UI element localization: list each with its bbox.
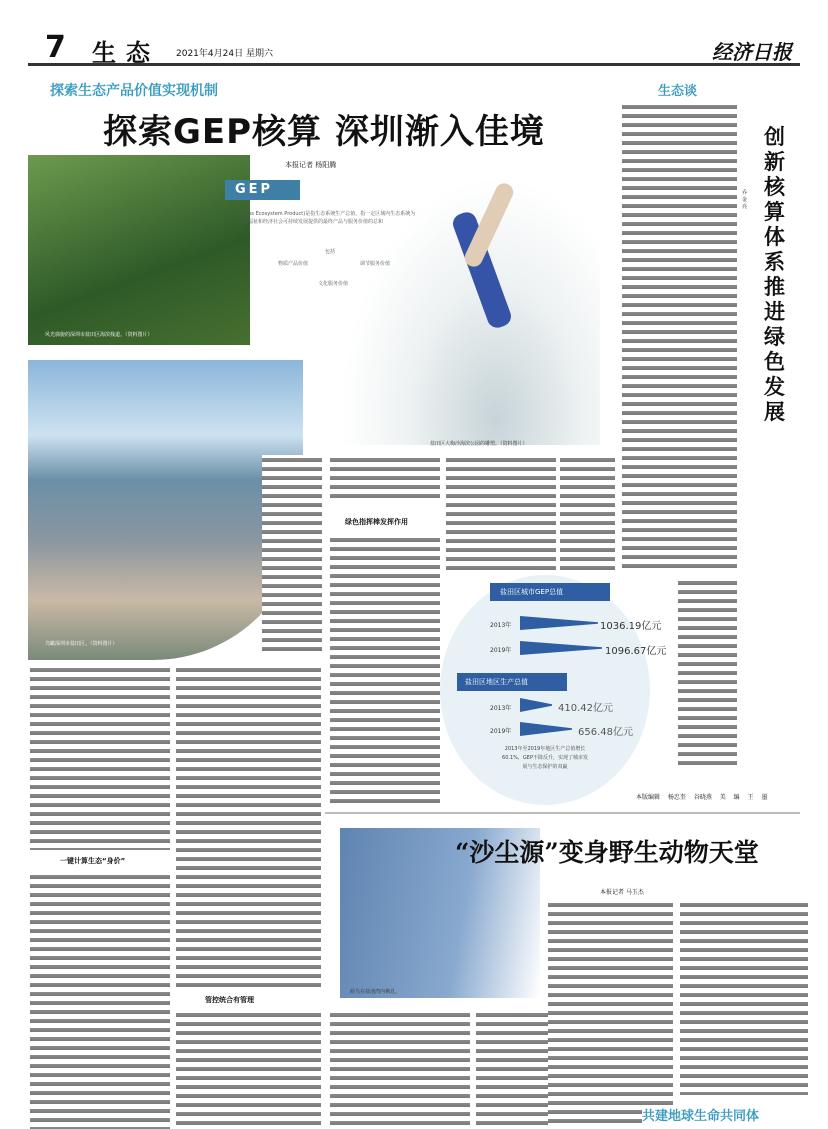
- photo-caption-2: 鸟瞰深圳市盐田区。（资料图片）: [45, 641, 118, 647]
- infographic-year: 2019年: [490, 647, 512, 654]
- article-body-col: [176, 665, 321, 990]
- infographic-value: 1036.19亿元: [600, 621, 662, 632]
- infographic-value: 1096.67亿元: [605, 646, 667, 657]
- gep-definition: (Gross Ecosystem Product)是指生态系统生产总值，指一定区域内生态系统为人类福祉和经济社会可持续发展提供的最终产品与服务价值的总和: [238, 211, 416, 225]
- kicker: 探索生态产品价值实现机制: [50, 83, 218, 99]
- article-body-col: [30, 665, 170, 850]
- photo-greenery-train: [28, 155, 250, 345]
- gep-badge: GEP: [225, 180, 300, 200]
- sidebar-body: [678, 578, 737, 768]
- gep-part: 文化服务价值: [318, 281, 349, 287]
- sidebar-body: [622, 102, 737, 572]
- article-body-col: [262, 455, 322, 655]
- gep-part: 物质产品价值: [278, 261, 309, 267]
- gep-parts-root: 包括: [325, 249, 336, 255]
- infographic-year: 2013年: [490, 705, 512, 712]
- subhead: 一键计算生态“身价”: [60, 857, 126, 865]
- infographic-year: 2019年: [490, 728, 512, 735]
- photo-caption-1: 风光旖旎的深圳市盐田区海滨栈道。（资料图片）: [45, 332, 153, 338]
- infographic-year: 2013年: [490, 622, 512, 629]
- infographic-title-1: 盐田区城市GEP总值: [490, 583, 610, 601]
- section-name: 生态: [92, 38, 160, 67]
- article-body-col: [330, 455, 440, 500]
- infographic-note: 2013年至2019年地区生产总值增长60.1%，GEP不降反升，实现了城市发展与生态保护的双赢: [502, 746, 588, 770]
- subhead: 管控统合有管理: [205, 996, 254, 1004]
- sidebar-title: 创新核算体系推进绿色发展: [764, 125, 785, 424]
- infographic-value: 410.42亿元: [558, 703, 613, 714]
- statue-caption: 盐田区大梅沙海滨公园的雕塑。（资料图片）: [430, 441, 528, 447]
- editors-line: 本版编辑 杨忠奎 谷晓燕 美 编 王 墨: [636, 794, 768, 801]
- article-body-col: [330, 535, 440, 805]
- sidebar-label: 生态谈: [658, 84, 698, 99]
- article-body-col: [330, 1010, 470, 1129]
- divider: [325, 812, 800, 814]
- article-body-col: [30, 872, 170, 1129]
- bottom-headline: “沙尘源”变身野生动物天堂: [455, 838, 759, 867]
- subhead: 绿色指挥棒发挥作用: [345, 518, 408, 526]
- article-body-col: [446, 455, 556, 573]
- headline: 探索GEP核算 深圳渐入佳境: [103, 112, 545, 152]
- masthead-logo: 经济日报: [712, 40, 792, 64]
- byline: 本报记者 杨阳腾: [285, 161, 337, 169]
- bird-photo-caption: 候鸟在盐池湾内栖息。: [350, 989, 401, 995]
- bottom-body-col: [680, 900, 808, 1095]
- bottom-byline: 本报记者 马玉杰: [600, 889, 644, 896]
- page-number: 7: [45, 30, 66, 65]
- bottom-body-col: [548, 900, 673, 1125]
- date: 2021年4月24日 星期六: [176, 49, 273, 59]
- article-body-col: [560, 455, 615, 570]
- sidebar-author: 乔金亮: [742, 190, 748, 210]
- infographic-title-2: 盐田区地区生产总值: [457, 673, 567, 691]
- article-body-col: [176, 1010, 321, 1129]
- gep-part: 调节服务价值: [360, 261, 391, 267]
- infographic-value: 656.48亿元: [578, 727, 633, 738]
- bottom-right-heading: 共建地球生命共同体: [642, 1105, 759, 1124]
